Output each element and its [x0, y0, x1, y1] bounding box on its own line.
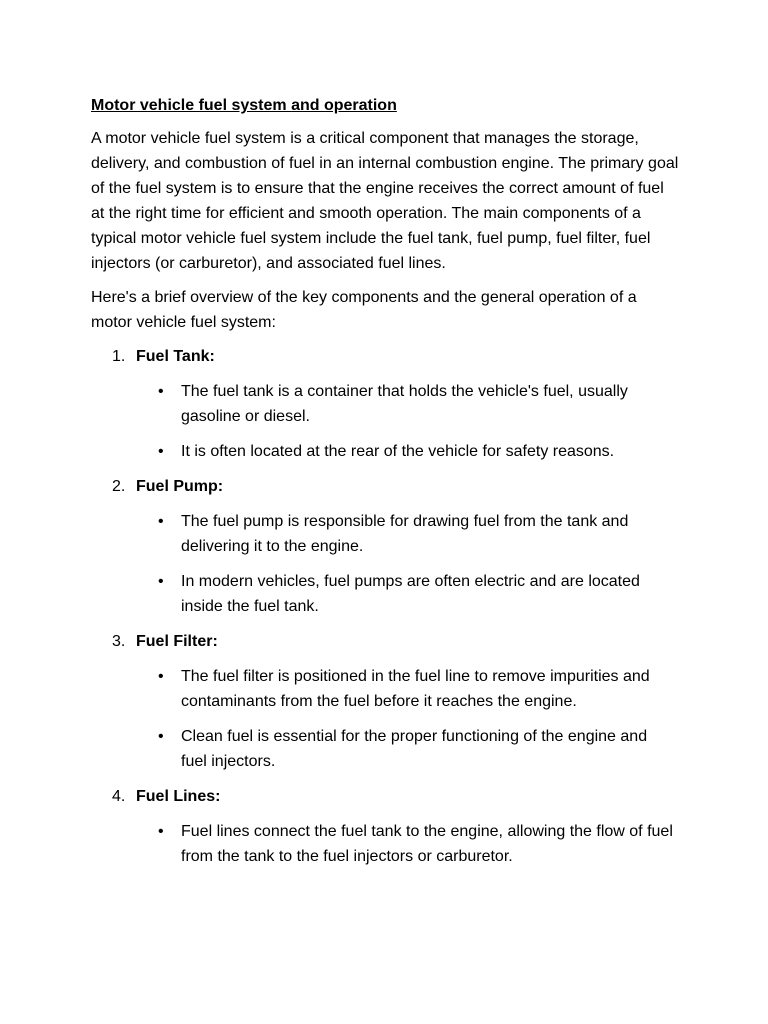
bullet-text: The fuel pump is responsible for drawing fuel from the tank and delivering it to the engine. [181, 513, 629, 555]
bullet-icon: • [158, 383, 164, 400]
bullet-icon: • [158, 513, 164, 530]
section-label: Fuel Lines: [136, 788, 221, 805]
section-fuel-pump [91, 474, 681, 619]
section-label: Fuel Filter: [136, 633, 218, 650]
list-item [91, 569, 681, 619]
bullet-text: The fuel filter is positioned in the fuel line to remove impurities and contaminants from the fuel before it reaches the engine. [181, 668, 650, 710]
section-number: 4. [112, 788, 126, 805]
bullet-list [91, 819, 681, 869]
bullet-list [91, 664, 681, 774]
bullet-text: Fuel lines connect the fuel tank to the engine, allowing the flow of fuel from the tank to the fuel injectors or carburetor. [181, 823, 673, 865]
document-page [91, 94, 681, 879]
section-heading [91, 474, 681, 499]
section-fuel-tank [91, 344, 681, 464]
bullet-list [91, 379, 681, 464]
list-item [91, 379, 681, 429]
section-number: 3. [112, 633, 126, 650]
section-heading [91, 344, 681, 369]
section-number: 2. [112, 478, 126, 495]
list-item [91, 509, 681, 559]
section-fuel-lines [91, 784, 681, 869]
overview-paragraph: Here's a brief overview of the key components and the general operation of a motor vehicle fuel system: [91, 289, 637, 331]
components-list [91, 344, 681, 869]
section-fuel-filter [91, 629, 681, 774]
section-heading [91, 784, 681, 809]
bullet-icon: • [158, 668, 164, 685]
list-item [91, 724, 681, 774]
section-label: Fuel Tank: [136, 348, 215, 365]
section-number: 1. [112, 348, 126, 365]
bullet-icon: • [158, 443, 164, 460]
list-item [91, 819, 681, 869]
bullet-list [91, 509, 681, 619]
bullet-icon: • [158, 728, 164, 745]
bullet-icon: • [158, 573, 164, 590]
list-item [91, 439, 681, 464]
bullet-text: The fuel tank is a container that holds the vehicle's fuel, usually gasoline or diesel. [181, 383, 628, 425]
section-heading [91, 629, 681, 654]
intro-paragraph: A motor vehicle fuel system is a critical component that manages the storage, delivery, and combustion of fuel in an internal combustion engine. The primary goal of the fuel system is to ensure that the engine receives the correct amount of fuel at the right time for efficient and smooth operation. The main components of a typical motor vehicle fuel system include the fuel tank, fuel pump, fuel filter, fuel injectors (or carburetor), and associated fuel lines. [91, 130, 679, 272]
bullet-text: Clean fuel is essential for the proper functioning of the engine and fuel injectors. [181, 728, 648, 770]
bullet-icon: • [158, 823, 164, 840]
bullet-text: In modern vehicles, fuel pumps are often electric and are located inside the fuel tank. [181, 573, 640, 615]
list-item [91, 664, 681, 714]
document-title: Motor vehicle fuel system and operation [91, 97, 397, 114]
bullet-text: It is often located at the rear of the vehicle for safety reasons. [181, 443, 615, 460]
section-label: Fuel Pump: [136, 478, 224, 495]
